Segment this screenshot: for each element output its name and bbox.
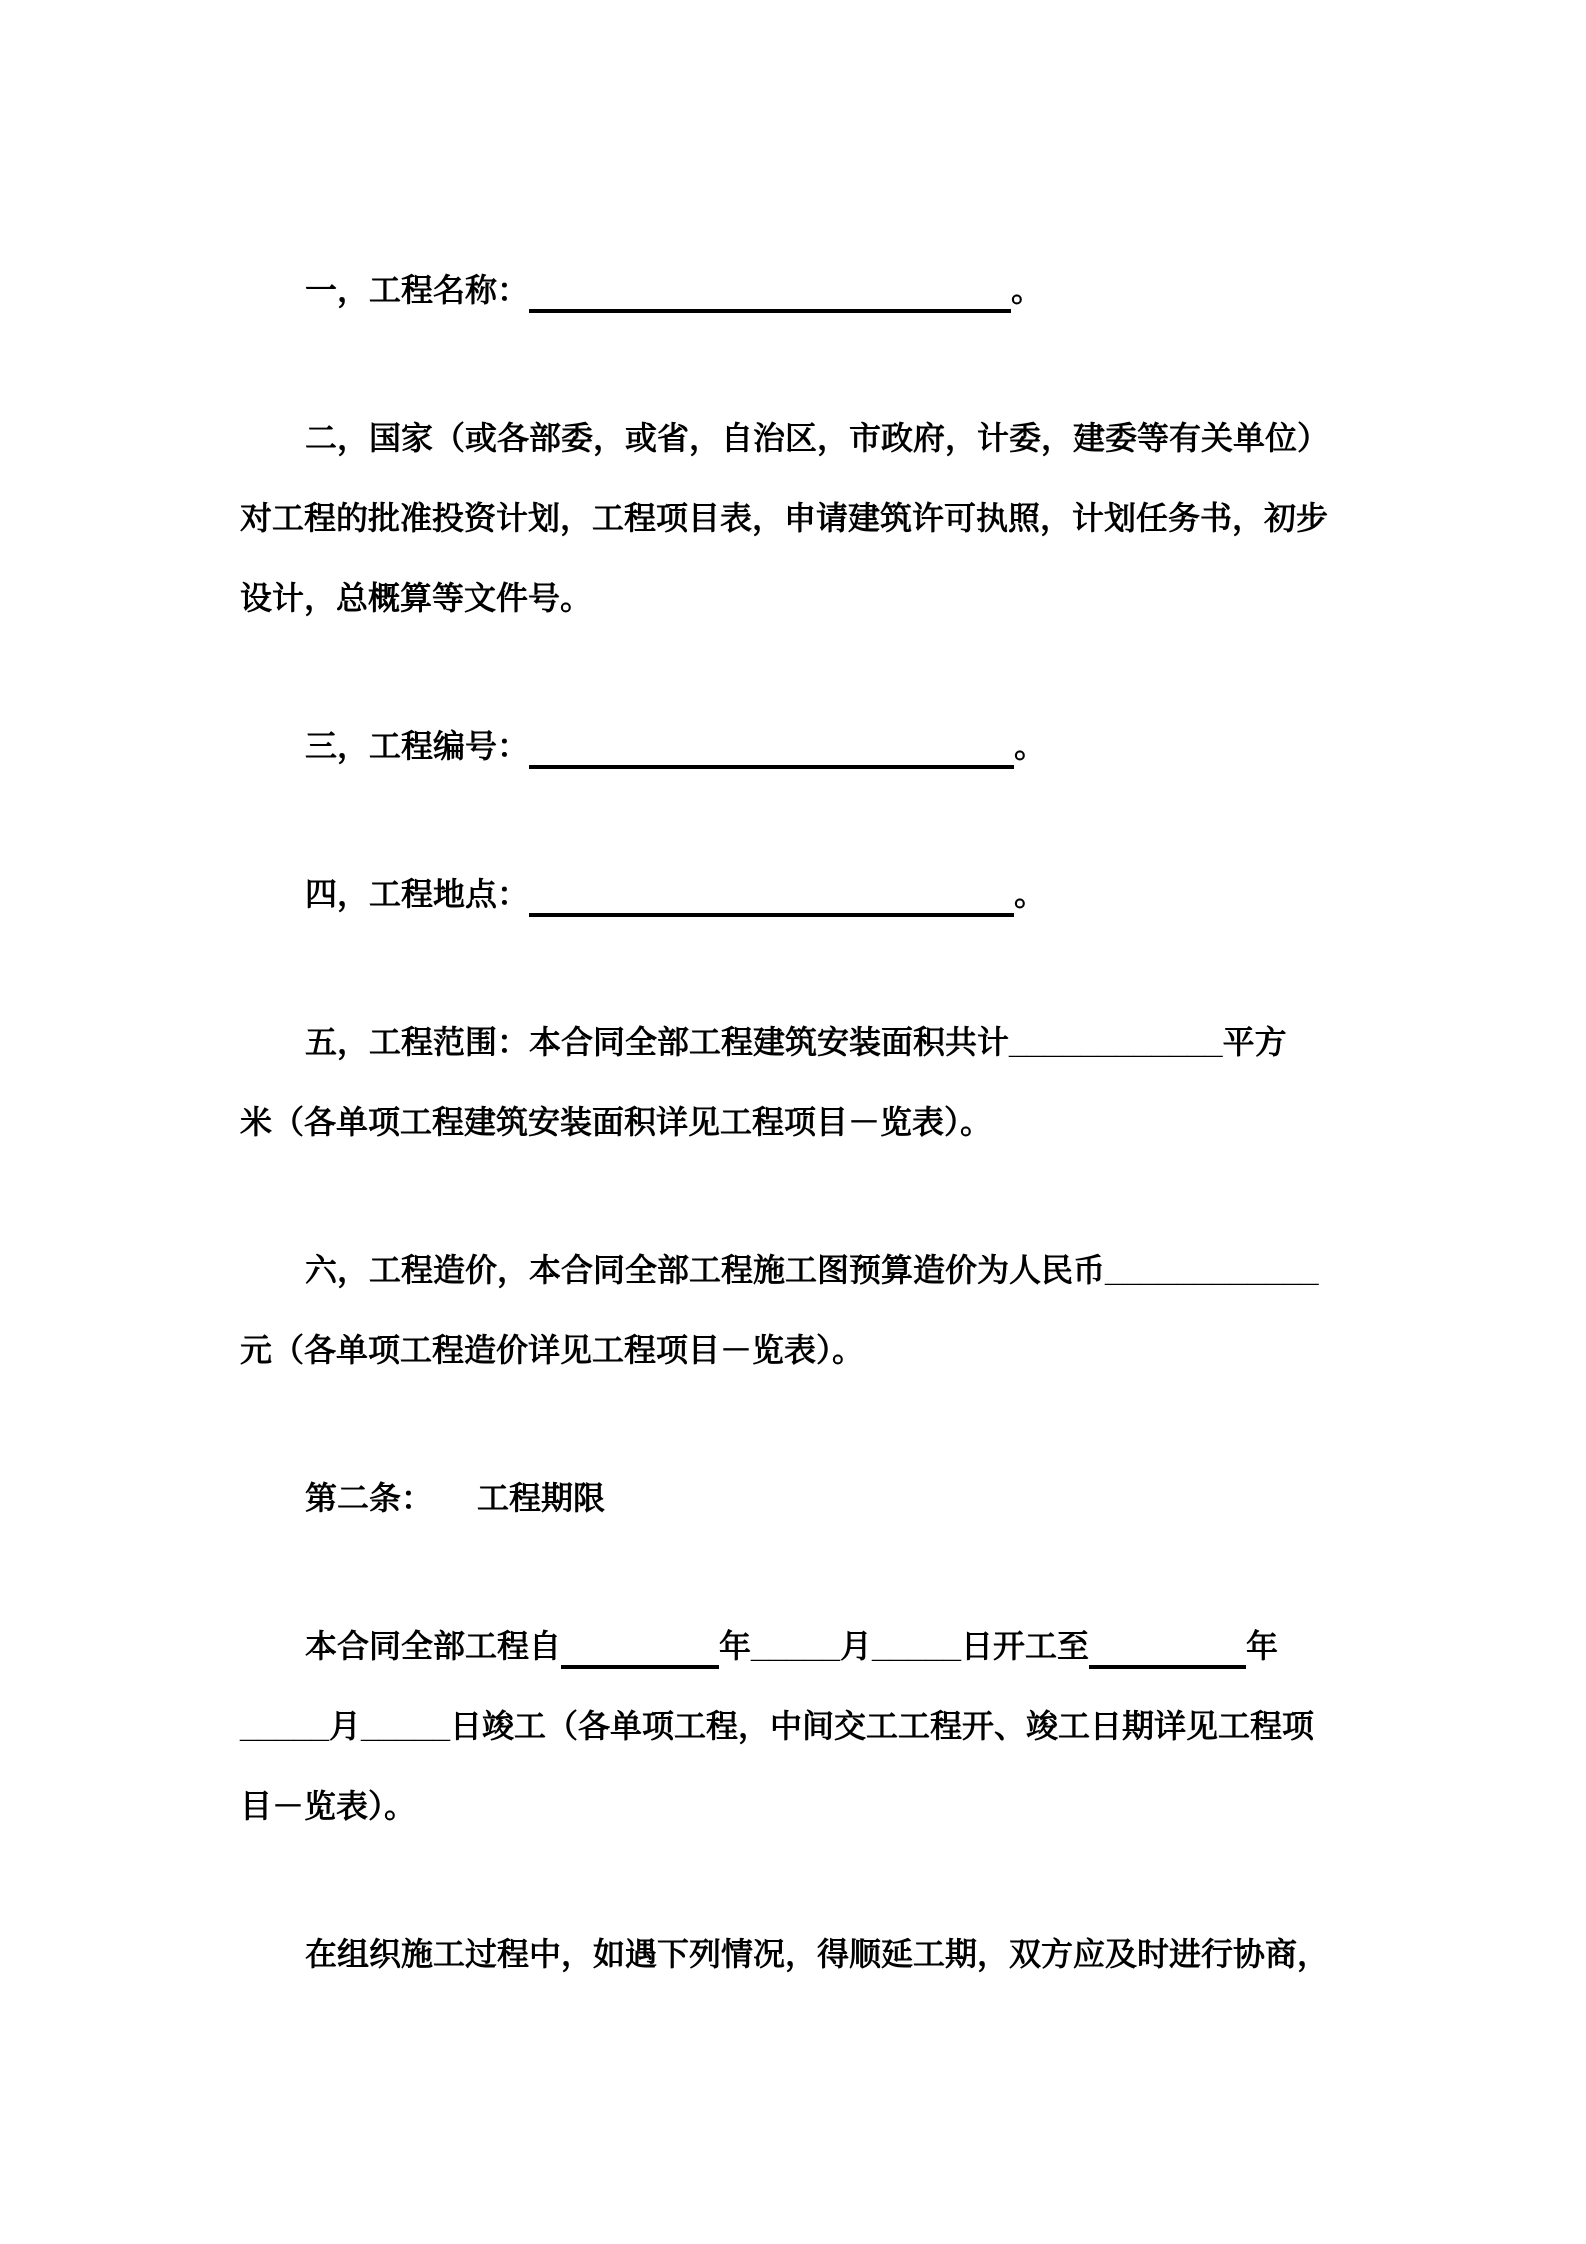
clause-approval-text-3: 设计，总概算等文件号。 [240,580,593,616]
clause-cost-text-2: 元（各单项工程造价详见工程项目－览表）。 [240,1332,865,1368]
underscore-field-start-day: _____ [872,1628,962,1664]
line-clause2-heading [240,1458,1350,1538]
month-label: 月 [328,1708,361,1744]
clause-approval-text-1: 二，国家（或各部委，或省，自治区，市政府，计委，建委等有关单位） [305,420,1330,456]
clause-scope-unit: 平方 [1222,1024,1287,1060]
clause-project-location-label: 四，工程地点： [305,876,530,912]
line-approval-docs-3 [240,558,1350,638]
underscore-field-end-day: _____ [361,1708,450,1744]
year-label: 年 [719,1628,752,1664]
line-project-name [240,250,1350,330]
line-project-cost-1 [240,1230,1350,1310]
line-project-scope-2 [240,1082,1350,1162]
line-delay-clause [240,1914,1350,1994]
clause-approval-text-2: 对工程的批准投资计划，工程项目表，申请建筑许可执照，计划任务书，初步 [240,500,1329,536]
line-project-scope-1 [240,1002,1350,1082]
blank-field-project-location [529,912,1014,917]
line-approval-docs-2 [240,478,1350,558]
period-mark: 。 [1014,728,1047,764]
clause-project-number-label: 三，工程编号： [305,728,530,764]
clause-scope-text: 五，工程范围：本合同全部工程建筑安装面积共计 [305,1024,1010,1060]
clause-project-name-label: 一，工程名称： [305,272,530,308]
blank-field-start-year [561,1664,719,1669]
line-duration-2 [240,1686,1350,1766]
clause2-title: 工程期限 [477,1480,606,1516]
clause-cost-text: 六，工程造价，本合同全部工程施工图预算造价为人民币 [305,1252,1106,1288]
line-project-number [240,706,1350,786]
duration-text-end: 日竣工（各单项工程，中间交工工程开、竣工日期详见工程项 [449,1708,1314,1744]
duration-text-tail: 目－览表）。 [240,1788,417,1824]
duration-text-start: 本合同全部工程自 [305,1628,562,1664]
line-approval-docs-1 [240,398,1350,478]
line-duration-1 [240,1606,1350,1686]
underscore-field-start-month: _____ [751,1628,841,1664]
duration-text-mid: 日开工至 [961,1628,1090,1664]
clause-scope-text-2: 米（各单项工程建筑安装面积详见工程项目－览表）。 [240,1104,993,1140]
blank-field-project-name [529,308,1011,313]
line-project-cost-2 [240,1310,1350,1390]
clause2-number: 第二条： [305,1480,434,1516]
period-mark: 。 [1011,272,1044,308]
month-label: 月 [840,1628,873,1664]
delay-clause-text: 在组织施工过程中，如遇下列情况，得顺延工期，双方应及时进行协商， [305,1936,1330,1972]
blank-field-end-year [1089,1664,1246,1669]
period-mark: 。 [1014,876,1047,912]
blank-field-project-number [529,764,1014,769]
line-project-location [240,854,1350,934]
underscore-field-end-month: _____ [240,1708,329,1744]
underscore-field-cost: ____________ [1105,1252,1319,1288]
line-duration-3 [240,1766,1350,1846]
underscore-field-area: ____________ [1009,1024,1223,1060]
year-label: 年 [1246,1628,1279,1664]
